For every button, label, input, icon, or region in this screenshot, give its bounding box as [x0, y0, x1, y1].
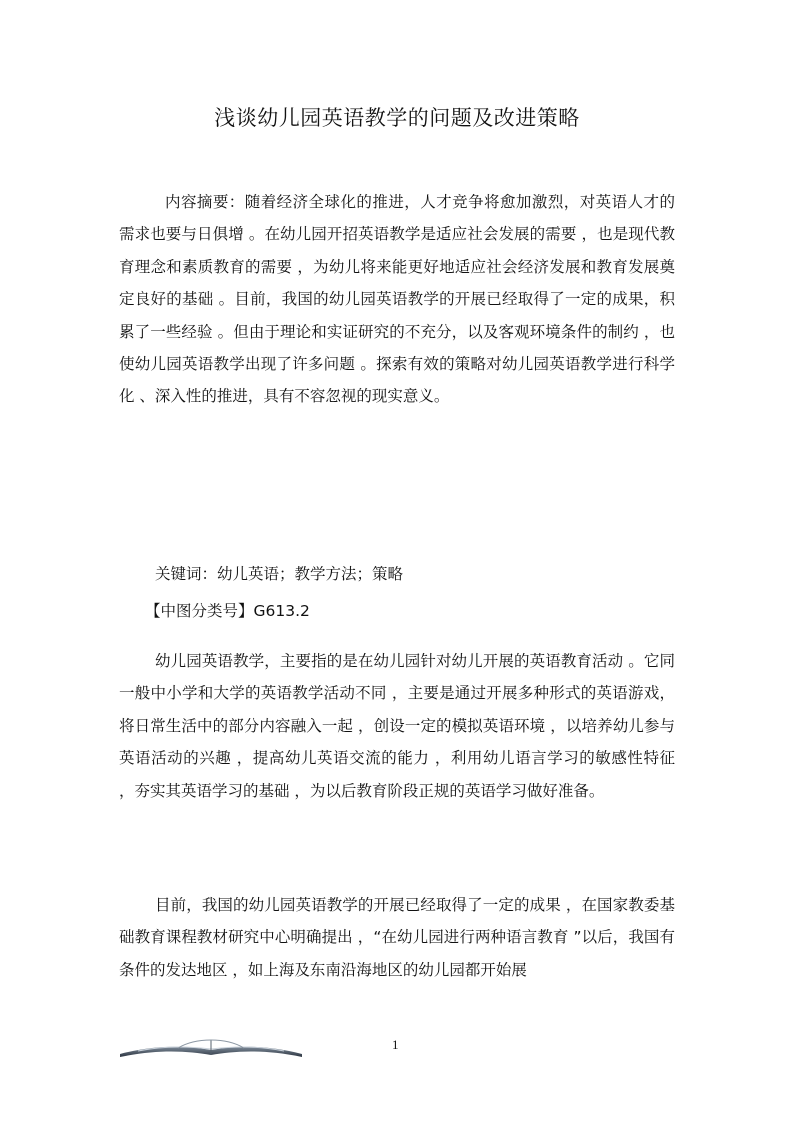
classification-line: 【中图分类号】G613.2 — [145, 602, 310, 620]
page-number: 1 — [392, 1037, 399, 1052]
keywords-line: 关键词：幼儿英语；教学方法；策略 — [155, 565, 404, 583]
open-book-icon — [118, 1036, 304, 1058]
document-title: 浅谈幼儿园英语教学的问题及改进策略 — [214, 106, 580, 130]
abstract-paragraph: 内容摘要：随着经济全球化的推进，人才竞争将愈加激烈，对英语人才的需求也要与日俱增 。在幼儿园开招英语教学是适应社会发展的需要 ，也是现代教育理念和素质教育的需要 ，为幼儿将来能更好地适应社会经济发展和教育发展奠定良好的基础 。目前，我国的幼儿园英语教学的开展已经取得了一定的成果，积累了一些经验 。但由于理论和实证研究的不充分，以及客观环境条件的制约 ，也使幼儿园英语教学出现了许多问题 。探索有效的策略对幼儿园英语教学进行科学化 、深入性的推进，具有不容忽视的现实意义。 — [119, 193, 675, 406]
body-paragraph-1: 幼儿园英语教学，主要指的是在幼儿园针对幼儿开展的英语教育活动 。它同一般中小学和大学的英语教学活动不同 ，主要是通过开展多种形式的英语游戏，将日常生活中的部分内容融入一起 ，创设一定的模拟英语环境 ，以培养幼儿参与英语活动的兴趣 ，提高幼儿英语交流的能力 ，利用幼儿语言学习的敏感性特征 ，夯实其英语学习的基础 ，为以后教育阶段正规的英语学习做好准备。 — [119, 652, 675, 800]
body-paragraph-2: 目前，我国的幼儿园英语教学的开展已经取得了一定的成果 ，在国家教委基础教育课程教材研究中心明确提出 ，“在幼儿园进行两种语言教育 ”以后，我国有条件的发达地区 ，如上海及东南沿海地区的幼儿园都开始展 — [119, 896, 675, 979]
